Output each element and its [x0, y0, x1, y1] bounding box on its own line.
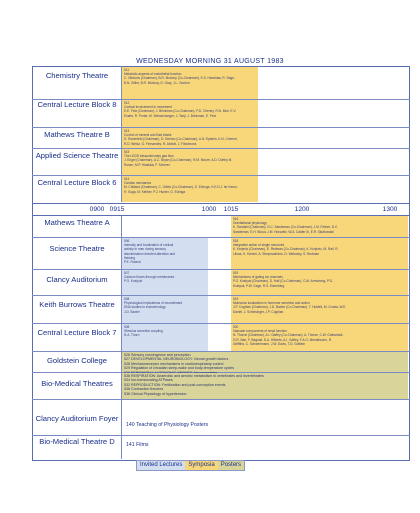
time-tick: 1000 — [201, 206, 217, 213]
symposium-block-514: 514 Cardiac mechanics M. Chiliana (Chairman), C. Gibbs (Co-Chairman), G. Elzinga, H.E.D.J. ter Keurs, H. Suga, M. Kleiber, P.J. Hunter, G. Elzinga — [122, 176, 258, 202]
films-text: 141 Films — [126, 442, 149, 448]
symposium-block-515: 515 The LDDD intrapulmonary gas flow J. Engel (Chairman), A.C. Bryan (Co-Chairman), R.M. Moore, A.D. Dorthy M. Rosen, M.P. Hlastala, F. Scherer — [122, 149, 258, 175]
legend-posters: Posters — [218, 461, 244, 470]
invited-lecture-509: 508 Stimulus secretion coupling N.A. Thorn — [122, 324, 208, 351]
row-label-mathews-theatre-a: Mathews Theatre A — [44, 218, 110, 227]
time-tick: 0900 — [89, 206, 105, 213]
legend-invited-lectures: Invited Lectures — [137, 461, 185, 470]
row-label-bio-medical-theatres: Bio-Medical Theatres — [41, 379, 113, 388]
poster-block-goldstein: 526 Sensory convergence and perception 527 DEVELOPMENTAL NEUROBIOLOGY: Neural growth factors 528 Mechanoreceptor mechanisms in cardiorespiratory control 529 Regulation of circadian sleep-wake and body-temperature cycles — [122, 352, 408, 372]
invited-lecture-507: 507 Calcium fluxes through membranes P.G. Kostyuk — [122, 270, 208, 295]
time-tick: 0915 — [109, 206, 125, 213]
row-label-clancy-auditorium: Clancy Auditorium — [46, 275, 108, 284]
symposium-block-516: 516 Gravitational physiology K. Sandahl (Chairman), D.C. Sandeman (Co-Chairman), J.M. Fellner, D.C. Sandeman, E.H. Wood, J.M. Horowitz, W.A. Calder III, E.R. Skutkowski — [231, 216, 408, 237]
symposium-block-518: 518 Integrative action of single neurones K. Krnjevic (Chairman), E. Redman (Co-Chairman), K. Krnjevic, M. Rall, R. Llinas, K. Kreizel, A. Shepovalnikov, D. Walrosky, S. Redman — [231, 238, 408, 269]
symposium-block-519-channels: 519 Mechanisms of gating ion channels P.G. Kostyuk (Chairman), D. Hall (Co-Chairman), C.M. Armstrong, P.G. Kostyuk, P.W. Gage, R.S. Eisenberg — [231, 270, 408, 295]
symposium-block-519-hormone: 519 Molecular localization in hormone secretion and action J.P. Coghlan (Chairman), J.D. Baxter (Co-Chairman), T. Hokfelt, M. Crosta, W.E. Daniel, J. Schlesinger, J.P. Coghlan — [231, 296, 408, 323]
symposium-block-513: 513 Control of mineral and fluid intake D. Rosenfeld (Chairman), D. Denton (Co-Chairman), A.N. Epstein, K.N. Cherme, R.D. Weisz, G. Fernandes, R. Abbott, J. Fitzsimons — [122, 128, 258, 148]
row-label-keith-burrows-theatre: Keith Burrows Theatre — [39, 300, 115, 309]
invited-lecture-506: 506 Intensity and localization of cortical activity in man during sensory discrimination directed attention and thinking P.E. Roland — [122, 238, 208, 269]
row-label-bio-medical-theatre-d: Bio-Medical Theatre D — [39, 437, 115, 446]
time-axis-top-rule — [32, 203, 410, 204]
legend-symposia: Symposia — [185, 461, 217, 470]
invited-lecture-508: 508 Physiological implications of recombinant DNA studies in endocrinology J.D. Baxter — [122, 296, 208, 323]
programme-page — [10, 8, 410, 505]
row-divider — [32, 399, 410, 400]
symposium-block-511: 511 Metabolic aspects of endothelial function C. Gibbons (Chairman), B.R. McAvoy (Co-Chairman), K.S. Hanshaw, R. Sage, B.N. Zeller, B.R. McAvoy, D. Gray, J.L. Gordon — [122, 67, 258, 99]
row-label-mathews-theatre-b: Mathews Theatre B — [44, 130, 110, 139]
row-label-science-theatre: Science Theatre — [49, 244, 105, 253]
time-tick: 1015 — [223, 206, 239, 213]
symposium-block-512: 512 Cortical involvement in movement E.E. Fetz (Chairman), J. Brinkman (Co-Chairman), P.D. Cheney, R.N. Muir, E.V. Evarts, R. Porter, M. Wiesendanger, J. Tanji, J. Brinkman, E. Fetz — [122, 100, 258, 127]
row-label-chemistry-theatre: Chemistry Theatre — [45, 71, 109, 80]
foyer-posters-text: 140 Teaching of Physiology Posters — [126, 422, 209, 428]
row-label-central-lecture-block-8: Central Lecture Block 8 — [37, 100, 117, 109]
row-label-central-lecture-block-7: Central Lecture Block 7 — [37, 328, 117, 337]
row-label-clancy-auditorium-foyer: Clancy Auditorium Foyer — [35, 414, 119, 423]
row-label-central-lecture-block-6: Central Lecture Block 6 — [37, 178, 117, 187]
symposium-block-520: 520 Vascular components of renal function N. Thorne (Chairman), A.I. Gaffey (Co-Chairman), A. Thorse, C.W. Gottschalk, G.R. Barr, F. Bagnall, D.A. Hilberts, A.I. Gaffey, F.A.O. Mendelsohn, R. Griffiths, C. Schwerimann, J.W. Davis, T.D. Gottlein — [231, 324, 408, 351]
time-tick: 1200 — [294, 206, 310, 213]
legend — [136, 460, 245, 471]
time-tick: 1300 — [382, 206, 398, 213]
poster-block-biomedical: 536 RESPIRATION: Anaerobic and aerobic metabolism in vertebrates and invertebrates 534 Ion-translocating ATPases 532 REPRODUCTION: Fertilisation and post-conception events 538 Contraction theories 536 Clinical Physiology of hypertension — [122, 373, 408, 399]
row-divider — [32, 435, 410, 436]
row-label-goldstein-college: Goldstein College — [47, 356, 107, 365]
page-title: WEDNESDAY MORNING 31 AUGUST 1983 — [136, 58, 284, 65]
row-label-applied-science-theatre: Applied Science Theatre — [35, 151, 119, 160]
